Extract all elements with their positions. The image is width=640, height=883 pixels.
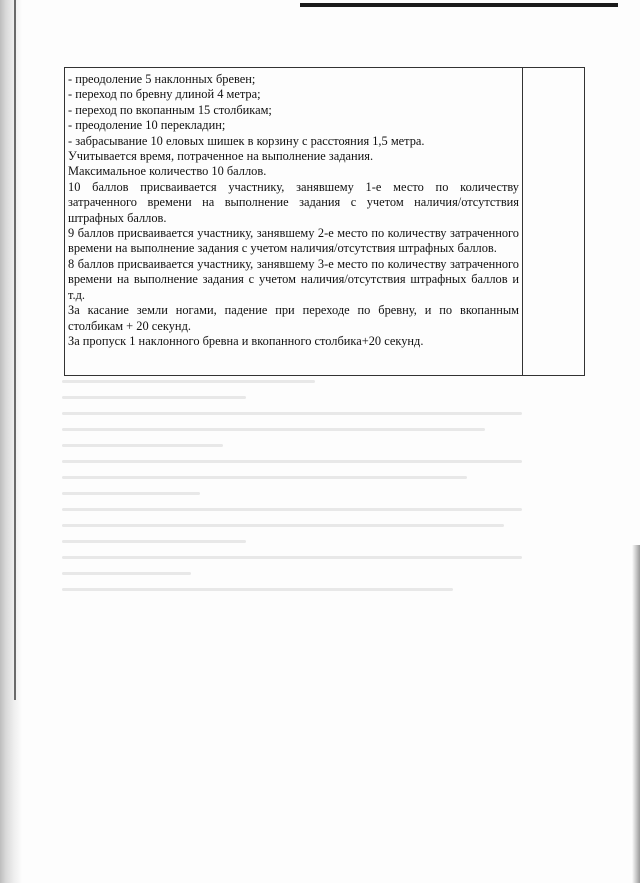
- points-second-place: 9 баллов присваивается участнику, занявшему 2-е место по количеству затраченного времени на выполнение задания с учетом наличия/отсутствия штрафных баллов.: [68, 226, 519, 256]
- bleed-through-text: [62, 380, 522, 600]
- points-third-place: 8 баллов присваивается участнику, занявшему 3-е место по количеству затраченного времени на выполнение задания с учетом наличия/отсутствия штрафных баллов и т.д.: [68, 256, 519, 302]
- max-score: Максимальное количество 10 баллов.: [68, 164, 267, 179]
- scan-right-shadow: [632, 545, 640, 883]
- scan-left-line: [14, 0, 16, 700]
- bullet-item: - забрасывание 10 еловых шишек в корзину с расстояния 1,5 метра.: [68, 133, 425, 148]
- bullet-item: - преодоление 10 перекладин;: [68, 118, 226, 133]
- points-first-place: 10 баллов присваивается участнику, занявшему 1-е место по количеству затраченного времени на выполнение задания с учетом наличия/отсутствия штрафных баллов.: [68, 179, 519, 225]
- criteria-table: [64, 67, 585, 376]
- bullet-item: - переход по вкопанным 15 столбикам;: [68, 102, 272, 117]
- time-note: Учитывается время, потраченное на выполнение задания.: [68, 149, 374, 164]
- penalty-skip: За пропуск 1 наклонного бревна и вкопанного столбика+20 секунд.: [68, 333, 424, 348]
- criteria-cell: [68, 72, 519, 349]
- bullet-item: - преодоление 5 наклонных бревен;: [68, 72, 256, 86]
- table-column-divider: [522, 68, 523, 375]
- penalty-touch: За касание земли ногами, падение при переходе по бревну, и по вкопанным столбикам + 20 секунд.: [68, 303, 519, 333]
- scan-top-bar: [300, 3, 618, 7]
- bullet-item: - переход по бревну длиной 4 метра;: [68, 87, 261, 102]
- scan-left-shadow: [0, 0, 22, 883]
